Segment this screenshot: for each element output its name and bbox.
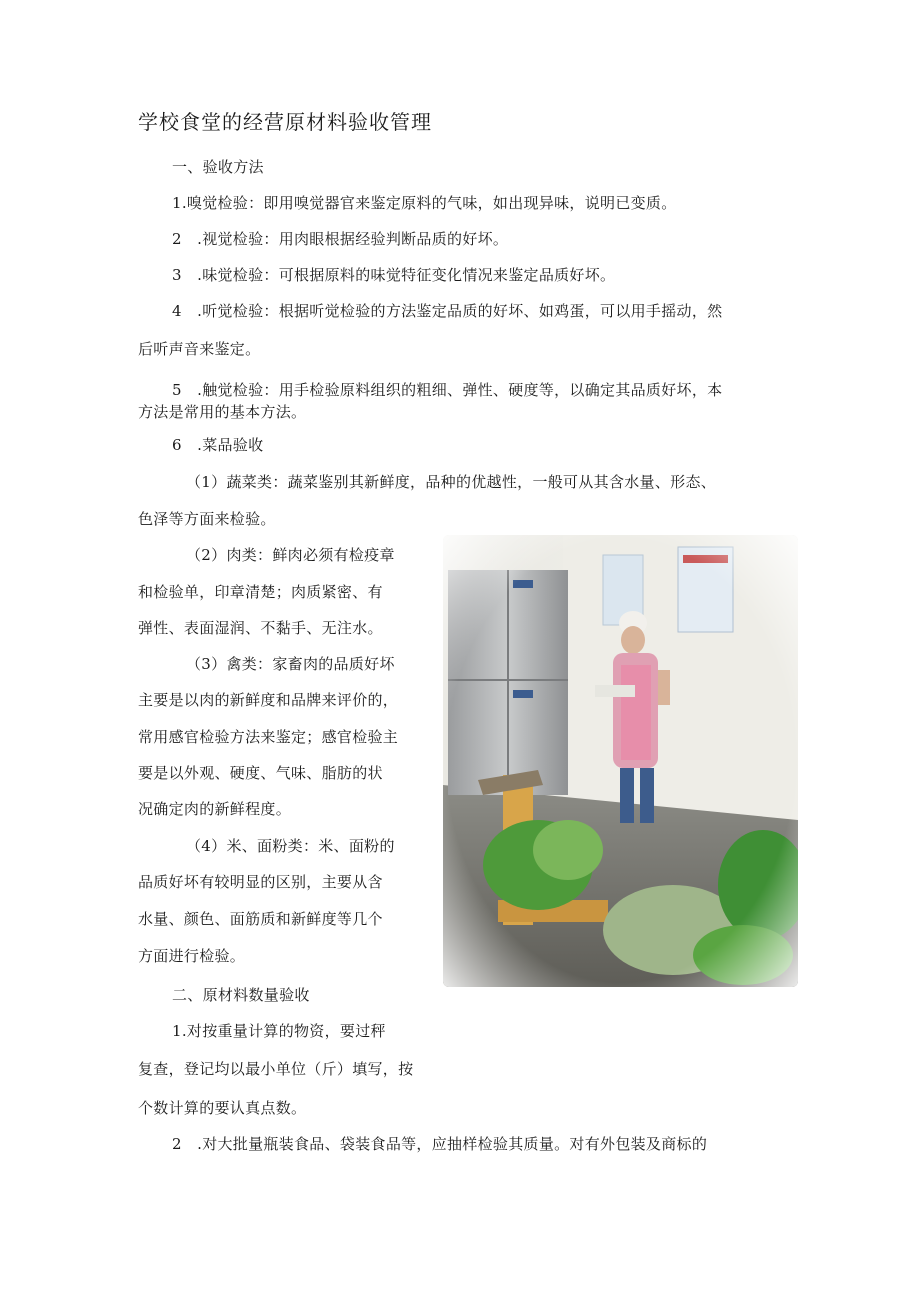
paragraph-touch-line1: 5 .触觉检验：用手检验原料组织的粗细、弹性、硬度等，以确定其品质好坏，本 <box>172 381 723 399</box>
paragraph-rice-line3: 水量、颜色、面筋质和新鲜度等几个 <box>138 910 383 928</box>
paragraph-meat-line3: 弹性、表面湿润、不黏手、无注水。 <box>138 619 383 637</box>
paragraph-rice-line2: 品质好坏有较明显的区别，主要从含 <box>138 873 383 891</box>
section-heading-quantity: 二、原材料数量验收 <box>172 986 310 1004</box>
paragraph-hearing-line2: 后听声音来鉴定。 <box>138 340 261 358</box>
paragraph-touch-line2: 方法是常用的基本方法。 <box>138 403 307 421</box>
paragraph-poultry-line5: 况确定肉的新鲜程度。 <box>138 800 292 818</box>
paragraph-vegetables-line1: （1）蔬菜类：蔬菜鉴别其新鲜度，品种的优越性，一般可从其含水量、形态、 <box>186 473 717 491</box>
paragraph-rice-line4: 方面进行检验。 <box>138 947 246 965</box>
paragraph-taste: 3 .味觉检验：可根据原料的味觉特征变化情况来鉴定品质好坏。 <box>172 266 616 284</box>
subheading-dish-inspection: 6 .菜品验收 <box>172 436 264 454</box>
paragraph-meat-line1: （2）肉类：鲜肉必须有检疫章 <box>186 546 395 564</box>
paragraph-poultry-line3: 常用感官检验方法来鉴定；感官检验主 <box>138 728 399 746</box>
paragraph-smell: 1.嗅觉检验：即用嗅觉器官来鉴定原料的气味，如出现异味，说明已变质。 <box>172 194 677 212</box>
paragraph-poultry-line2: 主要是以肉的新鲜度和品牌来评价的， <box>138 691 399 709</box>
paragraph-meat-line2: 和检验单，印章清楚；肉质紧密、有 <box>138 583 383 601</box>
paragraph-vegetables-line2: 色泽等方面来检验。 <box>138 510 276 528</box>
paragraph-poultry-line4: 要是以外观、硬度、气味、脂肪的状 <box>138 764 383 782</box>
paragraph-weight-line1: 1.对按重量计算的物资，要过秤 <box>172 1022 386 1040</box>
paragraph-sight: 2 .视觉检验：用肉眼根据经验判断品质的好坏。 <box>172 230 509 248</box>
paragraph-hearing-line1: 4 .听觉检验：根据听觉检验的方法鉴定品质的好坏、如鸡蛋，可以用手摇动，然 <box>172 302 723 320</box>
section-heading-methods: 一、验收方法 <box>172 158 264 176</box>
paragraph-rice-line1: （4）米、面粉类：米、面粉的 <box>186 837 395 855</box>
canteen-inspection-photo <box>443 535 798 987</box>
paragraph-weight-line2: 复查，登记均以最小单位（斤）填写，按 <box>138 1060 414 1078</box>
paragraph-bulk-line1: 2 .对大批量瓶装食品、袋装食品等，应抽样检验其质量。对有外包装及商标的 <box>172 1135 708 1153</box>
paragraph-poultry-line1: （3）禽类：家畜肉的品质好坏 <box>186 655 395 673</box>
paragraph-weight-line3: 个数计算的要认真点数。 <box>138 1099 307 1117</box>
page-title: 学校食堂的经营原材料验收管理 <box>138 110 432 134</box>
